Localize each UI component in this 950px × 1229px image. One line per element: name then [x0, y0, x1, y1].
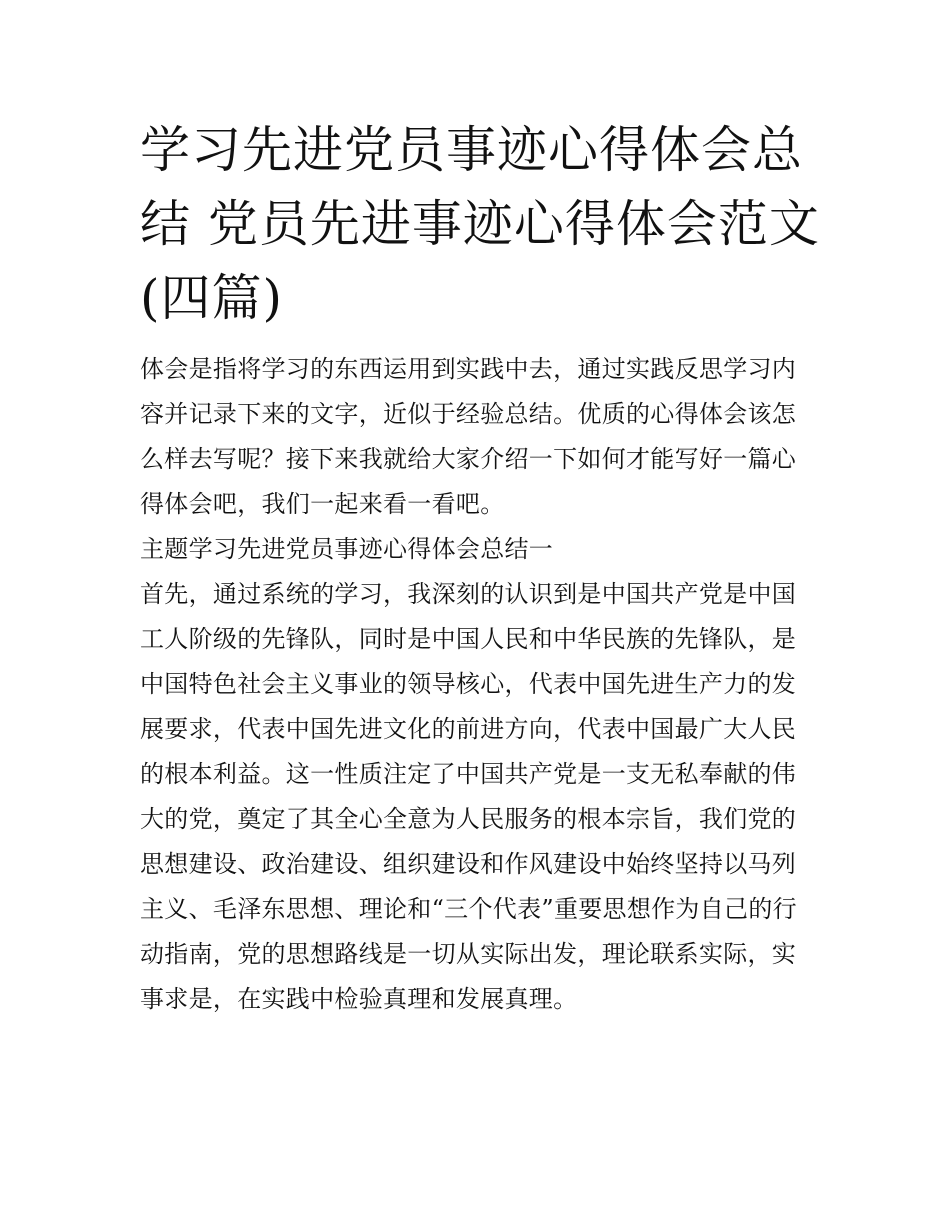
text-line: 得体会吧，我们一起来看一看吧。: [140, 490, 505, 518]
text-line: 容并记录下来的文字，近似于经验总结。优质的心得体会该怎: [140, 400, 797, 428]
heading-text: 主题学习先进党员事迹心得体会总结一: [140, 535, 554, 563]
text-line: 事求是，在实践中检验真理和发展真理。: [140, 985, 578, 1013]
title-line: 结 党员先进事迹心得体会范文: [140, 195, 820, 253]
title-line: 学习先进党员事迹心得体会总: [140, 121, 803, 179]
document-title: [140, 113, 820, 335]
text-line: 动指南，党的思想路线是一切从实际出发，理论联系实际，实: [140, 940, 797, 968]
text-line: 么样去写呢？接下来我就给大家介绍一下如何才能写好一篇心: [140, 445, 797, 473]
text-line: 工人阶级的先锋队，同时是中国人民和中华民族的先锋队，是: [140, 625, 797, 653]
text-line: 中国特色社会主义事业的领导核心，代表中国先进生产力的发: [140, 670, 797, 698]
text-line: 体会是指将学习的东西运用到实践中去，通过实践反思学习内: [140, 355, 797, 383]
text-line: 主义、毛泽东思想、理论和“三个代表”重要思想作为自己的行: [140, 895, 797, 923]
text-line: 思想建设、政治建设、组织建设和作风建设中始终坚持以马列: [140, 850, 797, 878]
text-line: 展要求，代表中国先进文化的前进方向，代表中国最广大人民: [140, 715, 797, 743]
text-line: 的根本利益。这一性质注定了中国共产党是一支无私奉献的伟: [140, 760, 797, 788]
document-page: [140, 113, 820, 1022]
text-line: 大的党，奠定了其全心全意为人民服务的根本宗旨，我们党的: [140, 805, 797, 833]
section-heading: [140, 527, 820, 572]
body-paragraph: [140, 572, 820, 1022]
title-line: (四篇): [140, 269, 284, 327]
text-line: 首先，通过系统的学习，我深刻的认识到是中国共产党是中国: [140, 580, 797, 608]
intro-paragraph: [140, 347, 820, 527]
